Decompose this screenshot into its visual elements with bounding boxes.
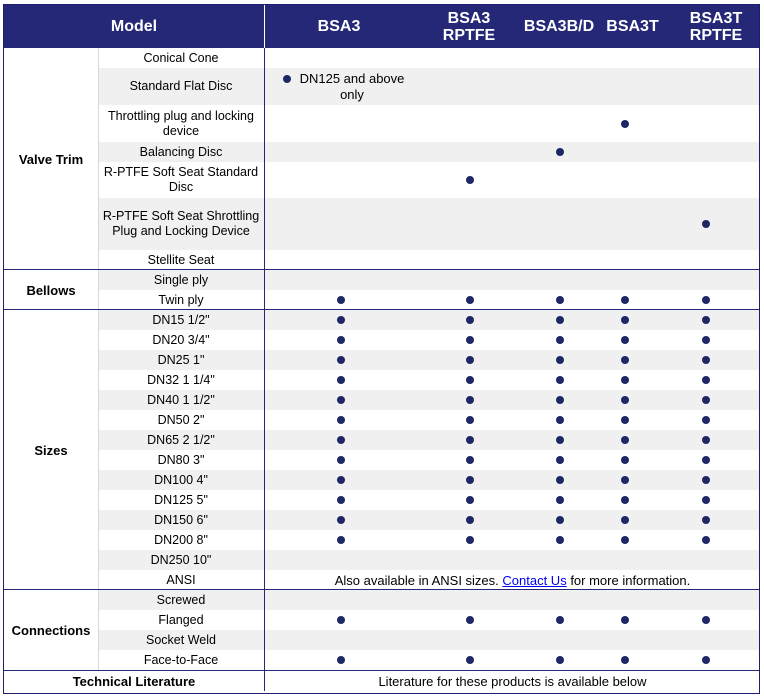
availability-dot (466, 356, 474, 364)
table-row (4, 198, 759, 250)
header-bsa3: BSA3 (317, 18, 361, 35)
availability-dot (702, 536, 710, 544)
table-row (4, 142, 759, 162)
ansi-note-text: for more information. (566, 572, 691, 588)
table-row (4, 530, 759, 550)
availability-dot (556, 336, 564, 344)
table-row (4, 370, 759, 390)
availability-dot (466, 316, 474, 324)
availability-dot (337, 516, 345, 524)
group-valve-trim: Valve Trim (4, 48, 99, 270)
group-sizes: Sizes (4, 310, 99, 590)
availability-dot (621, 616, 629, 624)
availability-dot (621, 436, 629, 444)
row-label: Stellite Seat (147, 252, 215, 267)
availability-dot (702, 616, 710, 624)
technical-literature-label: Technical Literature (72, 673, 196, 689)
table-row (4, 510, 759, 530)
row-note: DN125 and above only (299, 70, 405, 102)
availability-dot (337, 356, 345, 364)
availability-dot (621, 376, 629, 384)
row-label: DN100 4" (154, 472, 208, 487)
row-label: DN15 1/2" (152, 312, 210, 327)
availability-dot (556, 376, 564, 384)
availability-dot (621, 296, 629, 304)
row-label: DN32 1 1/4" (147, 372, 215, 387)
availability-dot (621, 516, 629, 524)
availability-dot (556, 456, 564, 464)
table-row (4, 290, 759, 310)
availability-dot (556, 396, 564, 404)
availability-dot (466, 616, 474, 624)
group-bellows: Bellows (4, 270, 99, 310)
table-row (4, 48, 759, 68)
table-row (4, 105, 759, 142)
row-label: Conical Cone (143, 50, 219, 65)
availability-dot (702, 356, 710, 364)
table-row (4, 310, 759, 330)
availability-dot (337, 396, 345, 404)
availability-dot (466, 536, 474, 544)
group-divider (4, 589, 759, 590)
availability-dot (556, 436, 564, 444)
availability-dot (466, 176, 474, 184)
row-label: Screwed (156, 592, 206, 607)
row-label: Single ply (153, 272, 209, 287)
table-row (4, 570, 759, 590)
row-label: Balancing Disc (139, 144, 223, 159)
table-row (4, 650, 759, 670)
availability-dot (621, 120, 629, 128)
availability-dot (702, 496, 710, 504)
availability-dot (466, 336, 474, 344)
header-model: Model (110, 18, 158, 35)
availability-dot (466, 396, 474, 404)
header-bsa3t: BSA3T (606, 18, 659, 35)
spec-table (3, 4, 760, 694)
availability-dot (621, 356, 629, 364)
availability-dot (621, 396, 629, 404)
availability-dot (702, 456, 710, 464)
availability-dot (556, 656, 564, 664)
row-label: DN250 10" (150, 552, 212, 567)
table-row (4, 450, 759, 470)
availability-dot (337, 376, 345, 384)
availability-dot (702, 416, 710, 424)
availability-dot (556, 616, 564, 624)
availability-dot (702, 376, 710, 384)
availability-dot (556, 316, 564, 324)
availability-dot (466, 416, 474, 424)
header-bsa3bd: BSA3B/D (523, 18, 595, 35)
table-row (4, 590, 759, 610)
availability-dot (621, 536, 629, 544)
header-divider (264, 5, 265, 48)
availability-dot (621, 476, 629, 484)
table-header (4, 5, 759, 48)
row-label: Standard Flat Disc (129, 79, 233, 93)
availability-dot (466, 436, 474, 444)
availability-dot (556, 356, 564, 364)
table-row (4, 390, 759, 410)
row-label: DN65 2 1/2" (147, 432, 215, 447)
row-label: R-PTFE Soft Seat Standard Disc (103, 165, 259, 194)
table-row (4, 470, 759, 490)
availability-dot (466, 516, 474, 524)
availability-dot (702, 436, 710, 444)
availability-dot (702, 336, 710, 344)
table-row (4, 490, 759, 510)
availability-dot (621, 316, 629, 324)
row-label: DN20 3/4" (152, 332, 210, 347)
availability-dot (556, 496, 564, 504)
table-row (4, 250, 759, 270)
availability-dot (466, 496, 474, 504)
availability-dot (702, 396, 710, 404)
availability-dot (621, 496, 629, 504)
group-connections: Connections (4, 590, 99, 670)
header-bsa3t-rptfe: BSA3T RPTFE (689, 9, 743, 44)
row-label: Twin ply (158, 292, 204, 307)
availability-dot (556, 416, 564, 424)
availability-dot (556, 476, 564, 484)
availability-dot (337, 316, 345, 324)
availability-dot (337, 456, 345, 464)
availability-dot (556, 536, 564, 544)
availability-dot (621, 456, 629, 464)
row-label: Face-to-Face (143, 652, 219, 667)
column-divider (264, 48, 265, 691)
availability-dot (337, 476, 345, 484)
table-row (4, 270, 759, 290)
table-row (4, 410, 759, 430)
table-row (4, 550, 759, 570)
availability-dot (337, 416, 345, 424)
availability-dot (702, 296, 710, 304)
availability-dot (702, 220, 710, 228)
table-row (4, 430, 759, 450)
availability-dot (556, 296, 564, 304)
availability-dot (621, 656, 629, 664)
table-row (4, 68, 759, 105)
row-label: Flanged (158, 612, 204, 627)
row-label: DN25 1" (157, 352, 205, 367)
footer-divider (4, 670, 759, 671)
row-label: DN40 1 1/2" (147, 392, 215, 407)
row-label: DN150 6" (154, 512, 208, 527)
table-row (4, 610, 759, 630)
row-label: DN200 8" (154, 532, 208, 547)
contact-us-link[interactable]: Contact Us (502, 572, 567, 588)
availability-dot (283, 75, 291, 83)
availability-dot (337, 616, 345, 624)
row-label: Socket Weld (146, 632, 216, 647)
row-label: ANSI (166, 572, 196, 587)
group-divider (4, 269, 759, 270)
availability-dot (621, 336, 629, 344)
availability-dot (556, 516, 564, 524)
group-divider (4, 309, 759, 310)
table-row (4, 330, 759, 350)
availability-dot (702, 476, 710, 484)
availability-dot (466, 456, 474, 464)
availability-dot (466, 376, 474, 384)
availability-dot (337, 296, 345, 304)
row-label: DN50 2" (157, 412, 205, 427)
ansi-note-text: Also available in ANSI sizes. (334, 572, 503, 588)
availability-dot (621, 416, 629, 424)
availability-dot (337, 656, 345, 664)
technical-literature-text: Literature for these products is available below (378, 673, 647, 689)
availability-dot (466, 656, 474, 664)
availability-dot (702, 656, 710, 664)
row-label: DN125 5" (154, 492, 208, 507)
row-label: R-PTFE Soft Seat Shrottling Plug and Locking Device (102, 209, 260, 238)
availability-dot (702, 316, 710, 324)
availability-dot (466, 476, 474, 484)
row-label: Throttling plug and locking device (108, 108, 254, 138)
availability-dot (337, 536, 345, 544)
availability-dot (337, 436, 345, 444)
row-label: DN80 3" (157, 452, 205, 467)
availability-dot (556, 148, 564, 156)
availability-dot (337, 496, 345, 504)
availability-dot (466, 296, 474, 304)
availability-dot (702, 516, 710, 524)
header-bsa3-rptfe: BSA3 RPTFE (442, 9, 496, 44)
table-row (4, 630, 759, 650)
table-row (4, 162, 759, 198)
availability-dot (337, 336, 345, 344)
table-row (4, 350, 759, 370)
ansi-note (264, 570, 760, 590)
